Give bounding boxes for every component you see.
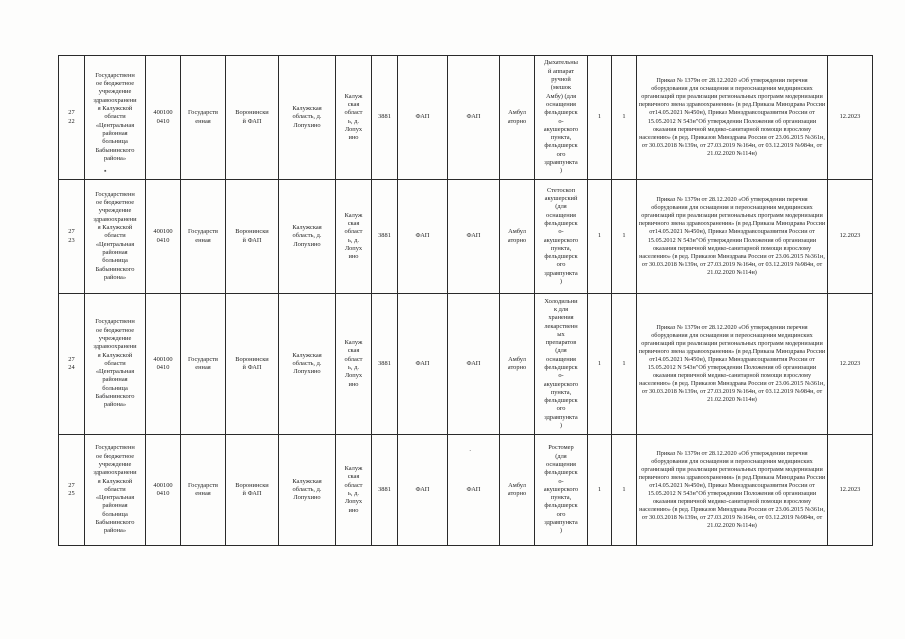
facility-subtype: ФАП bbox=[448, 435, 500, 546]
facility-address: Калужская область, д. Лопухино bbox=[279, 56, 336, 180]
locality: Калуж ская област ь, д. Лопух ино bbox=[336, 56, 372, 180]
facility-name: Воронински й ФАП bbox=[226, 56, 279, 180]
facility-code: 3881 bbox=[372, 435, 398, 546]
facility-address: Калужская область, д. Лопухино bbox=[279, 435, 336, 546]
equipment-name: Дыхательны й аппарат ручной (мешок Амбу) (для оснащения фельдшерск о- акушерского пункта, фельдшерск ого здравпункта ) bbox=[535, 56, 588, 180]
institution-name: Государственн ое бюджетное учреждение здравоохранени я Калужской области «Центральная районная больница Бабынинского района» bbox=[85, 435, 146, 546]
institution-code: 400100 0410 bbox=[146, 294, 181, 435]
care-condition: Амбул аторно bbox=[500, 435, 535, 546]
regulatory-basis: Приказ № 1379н от 28.12.2020 «Об утверждении перечня оборудования для оснащения и переоснащения медицинских организаций при реализации региональных программ модернизации первичного звена здравоохранения» (в ред.Приказа Минздрава России от14.05.2021 №450н), Приказ Минздравсоцразвития России от 15.05.2012 N 543н"Об утверждении Положения об организации оказания первичной медико-санитарной помощи взрослому населению» (в ред. Приказов Минздрава России от 23.06.2015 №361н, от 30.03.2018 №139н, от 27.03.2019 №164н, от 03.12.2019 №984н, от 21.02.2020 №114н) bbox=[637, 294, 828, 435]
quantity-required: 1 bbox=[588, 180, 612, 294]
locality: Калуж ская област ь, д. Лопух ино bbox=[336, 294, 372, 435]
facility-type: ФАП bbox=[398, 180, 448, 294]
locality: Калуж ская област ь, д. Лопух ино bbox=[336, 180, 372, 294]
row-number: 27 22 bbox=[59, 56, 85, 180]
regulatory-basis: Приказ № 1379н от 28.12.2020 «Об утверждении перечня оборудования для оснащения и переоснащения медицинских организаций при реализации региональных программ модернизации первичного звена здравоохранения» (в ред.Приказа Минздрава России от14.05.2021 №450н), Приказ Минздравсоцразвития России от 15.05.2012 N 543н"Об утверждении Положения об организации оказания первичной медико-санитарной помощи взрослому населению» (в ред. Приказов Минздрава России от 23.06.2015 №361н, от 30.03.2018 №139н, от 27.03.2019 №164н, от 03.12.2019 №984н, от 21.02.2020 №114н) bbox=[637, 56, 828, 180]
care-condition: Амбул аторно bbox=[500, 180, 535, 294]
institution-name: Государственн ое бюджетное учреждение здравоохранени я Калужской области «Центральная районная больница Бабынинского района» bbox=[85, 294, 146, 435]
equipment-name: Ростомер (для оснащения фельдшерск о- акушерского пункта, фельдшерск ого здравпункта ) bbox=[535, 435, 588, 546]
quantity-required: 1 bbox=[588, 56, 612, 180]
locality: Калуж ская област ь, д. Лопух ино bbox=[336, 435, 372, 546]
ownership-form: Государств енная bbox=[181, 180, 226, 294]
institution-name: Государственн ое бюджетное учреждение здравоохранени я Калужской области «Центральная районная больница Бабынинского района» bbox=[85, 180, 146, 294]
row-number: 27 25 bbox=[59, 435, 85, 546]
institution-code: 400100 0410 bbox=[146, 435, 181, 546]
equipment-name: Стетоскоп акушерский (для оснащения фельдшерск о- акушерского пункта, фельдшерск ого здравпункта ) bbox=[535, 180, 588, 294]
table-row bbox=[59, 435, 873, 546]
due-date: 12.2023 bbox=[828, 435, 873, 546]
ownership-form: Государств енная bbox=[181, 56, 226, 180]
facility-code: 3881 bbox=[372, 56, 398, 180]
ownership-form: Государств енная bbox=[181, 294, 226, 435]
scan-speck: · bbox=[469, 447, 472, 455]
facility-name: Воронински й ФАП bbox=[226, 180, 279, 294]
quantity-planned: 1 bbox=[612, 435, 637, 546]
facility-type: ФАП bbox=[398, 294, 448, 435]
facility-address: Калужская область, д. Лопухино bbox=[279, 294, 336, 435]
facility-subtype: ФАП bbox=[448, 180, 500, 294]
equipment-name: Холодильни к для хранения лекарственн ых препаратов (для оснащения фельдшерск о- акушерского пункта, фельдшерск ого здравпункта ) bbox=[535, 294, 588, 435]
care-condition: Амбул аторно bbox=[500, 294, 535, 435]
equipment-table bbox=[58, 55, 873, 546]
institution-code: 400100 0410 bbox=[146, 56, 181, 180]
facility-code: 3881 bbox=[372, 294, 398, 435]
quantity-required: 1 bbox=[588, 435, 612, 546]
facility-address: Калужская область, д. Лопухино bbox=[279, 180, 336, 294]
table-row bbox=[59, 294, 873, 435]
facility-type: ФАП bbox=[398, 56, 448, 180]
facility-name: Воронински й ФАП bbox=[226, 435, 279, 546]
due-date: 12.2023 bbox=[828, 180, 873, 294]
row-number: 27 24 bbox=[59, 294, 85, 435]
row-number: 27 23 bbox=[59, 180, 85, 294]
ownership-form: Государств енная bbox=[181, 435, 226, 546]
facility-subtype: ФАП bbox=[448, 56, 500, 180]
quantity-planned: 1 bbox=[612, 56, 637, 180]
scan-speck: ▪ bbox=[104, 167, 107, 175]
facility-code: 3881 bbox=[372, 180, 398, 294]
table-row bbox=[59, 180, 873, 294]
facility-subtype: ФАП bbox=[448, 294, 500, 435]
facility-type: ФАП bbox=[398, 435, 448, 546]
due-date: 12.2023 bbox=[828, 56, 873, 180]
table-row bbox=[59, 56, 873, 180]
due-date: 12.2023 bbox=[828, 294, 873, 435]
regulatory-basis: Приказ № 1379н от 28.12.2020 «Об утверждении перечня оборудования для оснащения и переоснащения медицинских организаций при реализации региональных программ модернизации первичного звена здравоохранения» (в ред.Приказа Минздрава России от14.05.2021 №450н), Приказ Минздравсоцразвития России от 15.05.2012 N 543н"Об утверждении Положения об организации оказания первичной медико-санитарной помощи взрослому населению» (в ред. Приказов Минздрава России от 23.06.2015 №361н, от 30.03.2018 №139н, от 27.03.2019 №164н, от 03.12.2019 №984н, от 21.02.2020 №114н) bbox=[637, 180, 828, 294]
quantity-planned: 1 bbox=[612, 294, 637, 435]
institution-name: Государственн ое бюджетное учреждение здравоохранени я Калужской области «Центральная районная больница Бабынинского района» bbox=[85, 56, 146, 180]
institution-code: 400100 0410 bbox=[146, 180, 181, 294]
quantity-planned: 1 bbox=[612, 180, 637, 294]
care-condition: Амбул аторно bbox=[500, 56, 535, 180]
facility-name: Воронински й ФАП bbox=[226, 294, 279, 435]
quantity-required: 1 bbox=[588, 294, 612, 435]
regulatory-basis: Приказ № 1379н от 28.12.2020 «Об утверждении перечня оборудования для оснащения и переоснащения медицинских организаций при реализации региональных программ модернизации первичного звена здравоохранения» (в ред.Приказа Минздрава России от14.05.2021 №450н), Приказ Минздравсоцразвития России от 15.05.2012 N 543н"Об утверждении Положения об организации оказания первичной медико-санитарной помощи взрослому населению» (в ред. Приказов Минздрава России от 23.06.2015 №361н, от 30.03.2018 №139н, от 27.03.2019 №164н, от 03.12.2019 №984н, от 21.02.2020 №114н) bbox=[637, 435, 828, 546]
